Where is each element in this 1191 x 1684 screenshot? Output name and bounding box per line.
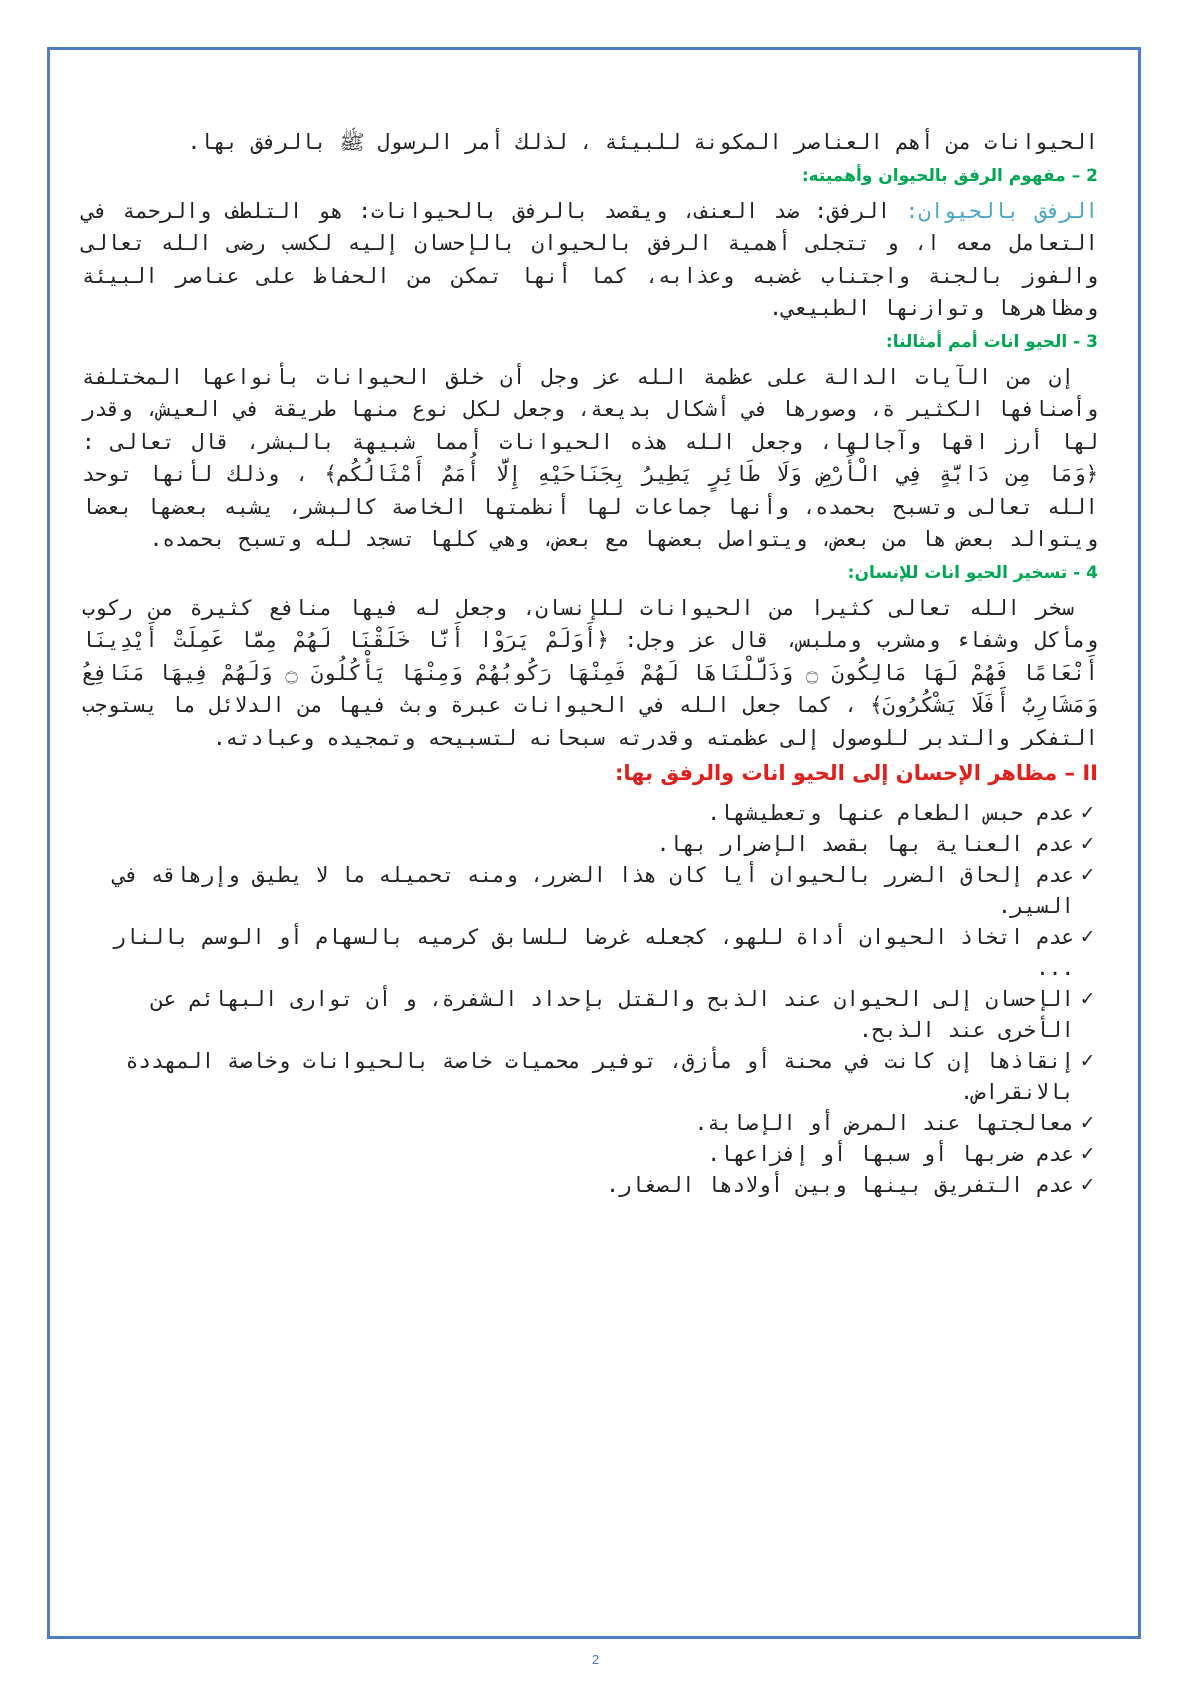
intro-paragraph: الحيوانات من أهم العناصر المكونة للبيئة ، لذلك أمر الرسول ﷺ بالرفق بها.	[187, 130, 1098, 154]
page-number: 2	[591, 1652, 600, 1667]
checkmark-icon: ✓	[1079, 1174, 1098, 1196]
section-4-heading: 4 - تسخير الحيو انات للإنسان:	[847, 562, 1098, 583]
list-item: ✓ عدم العناية بها بقصد الإضرار بها.	[82, 829, 1098, 860]
section-2-body: الرفق: ضد العنف، ويقصد بالرفق بالحيوانات: هو التلطف والرحمة في التعامل معه ا، و تتجلى أهمية الرفق بالحيوان بالإحسان إليه لكسب رضى الله تعالى والفوز بالجنة واجتناب غضبه وعذابه، كما أنها تمكن من الحفاظ على عناصر البيئة ومظاهرها وتوازنها الطبيعي.	[82, 198, 1098, 320]
section-3-heading: 3 - الحيو انات أمم أمثالنا:	[885, 331, 1098, 352]
section-2-paragraph	[82, 195, 1098, 325]
checkmark-icon: ✓	[1079, 926, 1098, 948]
checkmark-icon: ✓	[1079, 833, 1098, 855]
checkmark-icon: ✓	[1079, 1143, 1098, 1165]
list-item: ✓ معالجتها عند المرض أو الإصابة.	[82, 1108, 1098, 1139]
checklist	[82, 798, 1098, 1201]
list-item: ✓ عدم التفريق بينها وبين أولادها الصغار.	[82, 1170, 1098, 1201]
section-3-paragraph: إن من الآيات الدالة على عظمة الله عز وجل أن خلق الحيوانات بأنواعها المختلفة وأصنافها الكثير ة، وصورها في أشكال بديعة، وجعل لكل نوع منها طريقة في العيش، وقدر لها أرز اقها وآجالها، وجعل الله هذه الحيوانات أمما شبيهة بالبشر، قال تعالى : ﴿وَمَا مِن دَابَّةٍ فِي الْأَرْضِ وَلَا طَائِرٍ يَطِيرُ بِجَنَاحَيْهِ إِلَّا أُمَمٌ أَمْثَالُكُم﴾ ، وذلك لأنها توحد الله تعالى وتسبح بحمده، وأنها جماعات لها أنظمتها الخاصة كالبشر، يشبه بعضها بعضا ويتوالد بعض ها من بعض، ويتواصل بعضها مع بعض، وهي كلها تسجد لله وتسبح بحمده.	[82, 364, 1098, 551]
checkmark-icon: ✓	[1079, 864, 1098, 886]
section-ii-heading: II – مظاهر الإحسان إلى الحيو انات والرفق بها:	[614, 761, 1098, 785]
list-item: ✓ عدم اتخاذ الحيوان أداة للهو، كجعله غرضا للسابق كرميه بالسهام أو الوسم بالنار ...	[82, 922, 1098, 984]
list-item: ✓ عدم حبس الطعام عنها وتعطيشها.	[82, 798, 1098, 829]
checkmark-icon: ✓	[1079, 802, 1098, 824]
section-2-heading: 2 – مفهوم الرفق بالحيوان وأهميته:	[801, 165, 1098, 186]
checkmark-icon: ✓	[1079, 1050, 1098, 1072]
list-item: ✓ إنقاذها إن كانت في محنة أو مأزق، توفير محميات خاصة بالحيوانات وخاصة المهددة بالانقراض.	[82, 1046, 1098, 1108]
list-item: ✓ عدم ضربها أو سبها أو إفزاعها.	[82, 1139, 1098, 1170]
document-body	[82, 126, 1098, 1201]
section-2-term: الرفق بالحيوان:	[905, 198, 1098, 223]
checkmark-icon: ✓	[1079, 1112, 1098, 1134]
list-item: ✓ الإحسان إلى الحيوان عند الذبح والقتل بإحداد الشفرة، و أن توارى البهائم عن الأخرى عند الذبح.	[82, 984, 1098, 1046]
list-item: ✓ عدم إلحاق الضرر بالحيوان أيا كان هذا الضرر، ومنه تحميله ما لا يطيق وإرهاقه في السير.	[82, 860, 1098, 922]
section-4-paragraph: سخر الله تعالى كثيرا من الحيوانات للإنسان، وجعل له فيها منافع كثيرة من ركوب ومأكل وشفاء ومشرب وملبس، قال عز وجل: ﴿أَوَلَمْ يَرَوْا أَنَّا خَلَقْنَا لَهُمْ مِمَّا عَمِلَتْ أَيْدِينَا أَنْعَامًا فَهُمْ لَهَا مَالِكُونَ ۝ وَذَلَّلْنَاهَا لَهُمْ فَمِنْهَا رَكُوبُهُمْ وَمِنْهَا يَأْكُلُونَ ۝ وَلَهُمْ فِيهَا مَنَافِعُ وَمَشَارِبُ أَفَلَا يَشْكُرُونَ﴾ ، كما جعل الله في الحيوانات عبرة وبث فيها من الدلائل ما يستوجب التفكر والتدبر للوصول إلى عظمته وقدرته سبحانه لتسبيحه وتمجيده وعبادته.	[82, 595, 1098, 750]
checkmark-icon: ✓	[1079, 988, 1098, 1010]
